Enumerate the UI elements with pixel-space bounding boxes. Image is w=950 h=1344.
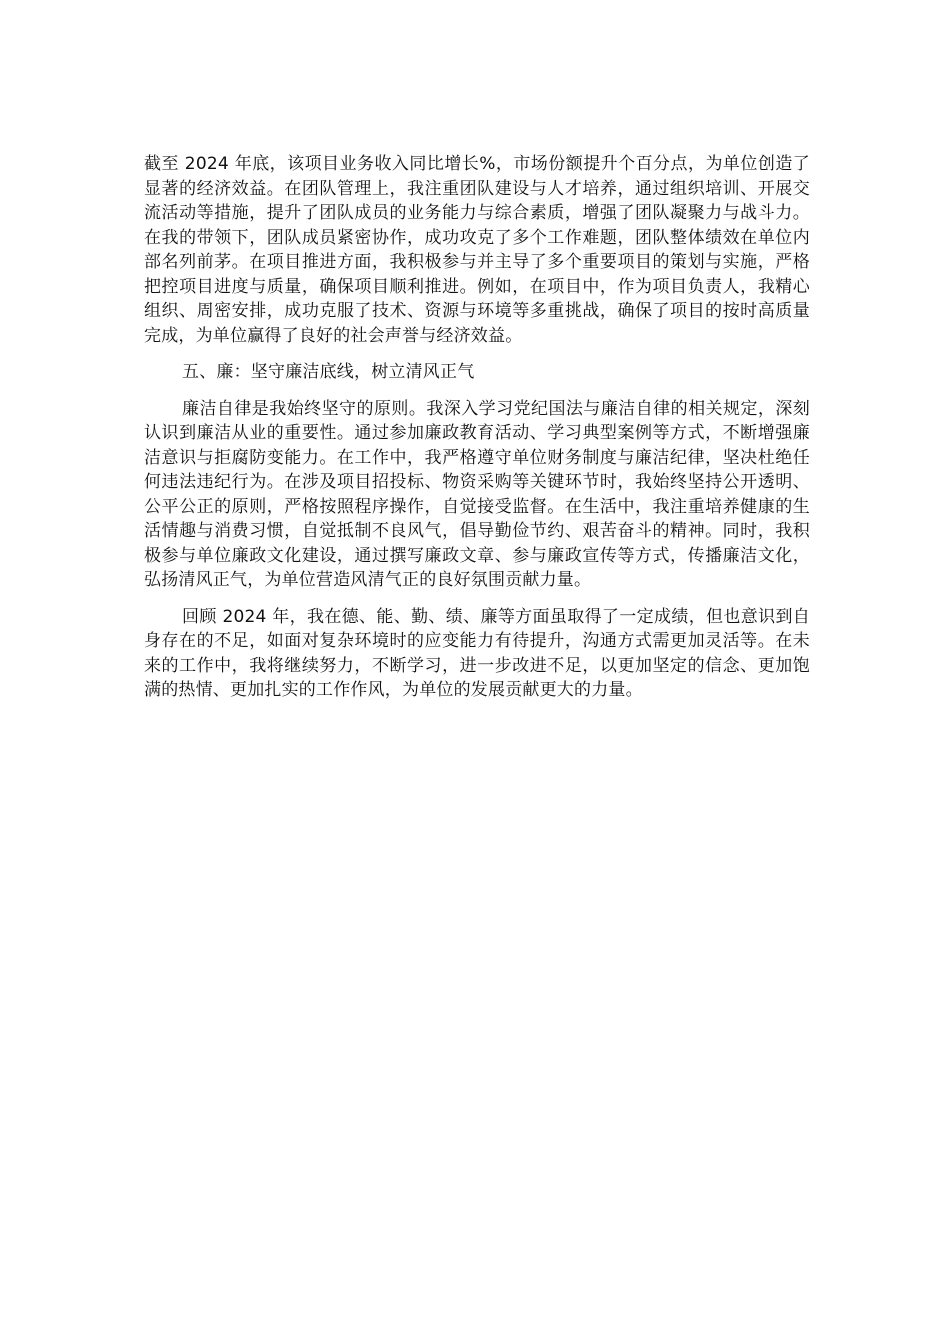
paragraph-achievements: 截至 2024 年底，该项目业务收入同比增长%，市场份额提升个百分点，为单位创造了显著的经济效益。在团队管理上，我注重团队建设与人才培养，通过组织培训、开展交流活动等措施，提升了团队成员的业务能力与综合素质，增强了团队凝聚力与战斗力。在我的带领下，团队成员紧密协作，成功攻克了多个工作难题，团队整体绩效在单位内部名列前茅。在项目推进方面，我积极参与并主导了多个重要项目的策划与实施，严格把控项目进度与质量，确保项目顺利推进。例如，在项目中，作为项目负责人，我精心组织、周密安排，成功克服了技术、资源与环境等多重挑战，确保了项目的按时高质量完成，为单位赢得了良好的社会声誉与经济效益。	[144, 154, 810, 346]
paragraph-integrity: 廉洁自律是我始终坚守的原则。我深入学习党纪国法与廉洁自律的相关规定，深刻认识到廉洁从业的重要性。通过参加廉政教育活动、学习典型案例等方式，不断增强廉洁意识与拒腐防变能力。在工作中，我严格遵守单位财务制度与廉洁纪律，坚决杜绝任何违法违纪行为。在涉及项目招投标、物资采购等关键环节时，我始终坚持公开透明、公平公正的原则，严格按照程序操作，自觉接受监督。在生活中，我注重培养健康的生活情趣与消费习惯，自觉抵制不良风气，倡导勤俭节约、艰苦奋斗的精神。同时，我积极参与单位廉政文化建设，通过撰写廉政文章、参与廉政宣传等方式，传播廉洁文化，弘扬清风正气，为单位营造风清气正的良好氛围贡献力量。	[144, 398, 810, 590]
document-body	[144, 152, 810, 715]
section-heading-integrity: 五、廉：坚守廉洁底线，树立清风正气	[182, 362, 475, 382]
paragraph-review: 回顾 2024 年，我在德、能、勤、绩、廉等方面虽取得了一定成绩，但也意识到自身存在的不足，如面对复杂环境时的应变能力有待提升，沟通方式需更加灵活等。在未来的工作中，我将继续努力，不断学习，进一步改进不足，以更加坚定的信念、更加饱满的热情、更加扎实的工作作风，为单位的发展贡献更大的力量。	[144, 606, 810, 700]
